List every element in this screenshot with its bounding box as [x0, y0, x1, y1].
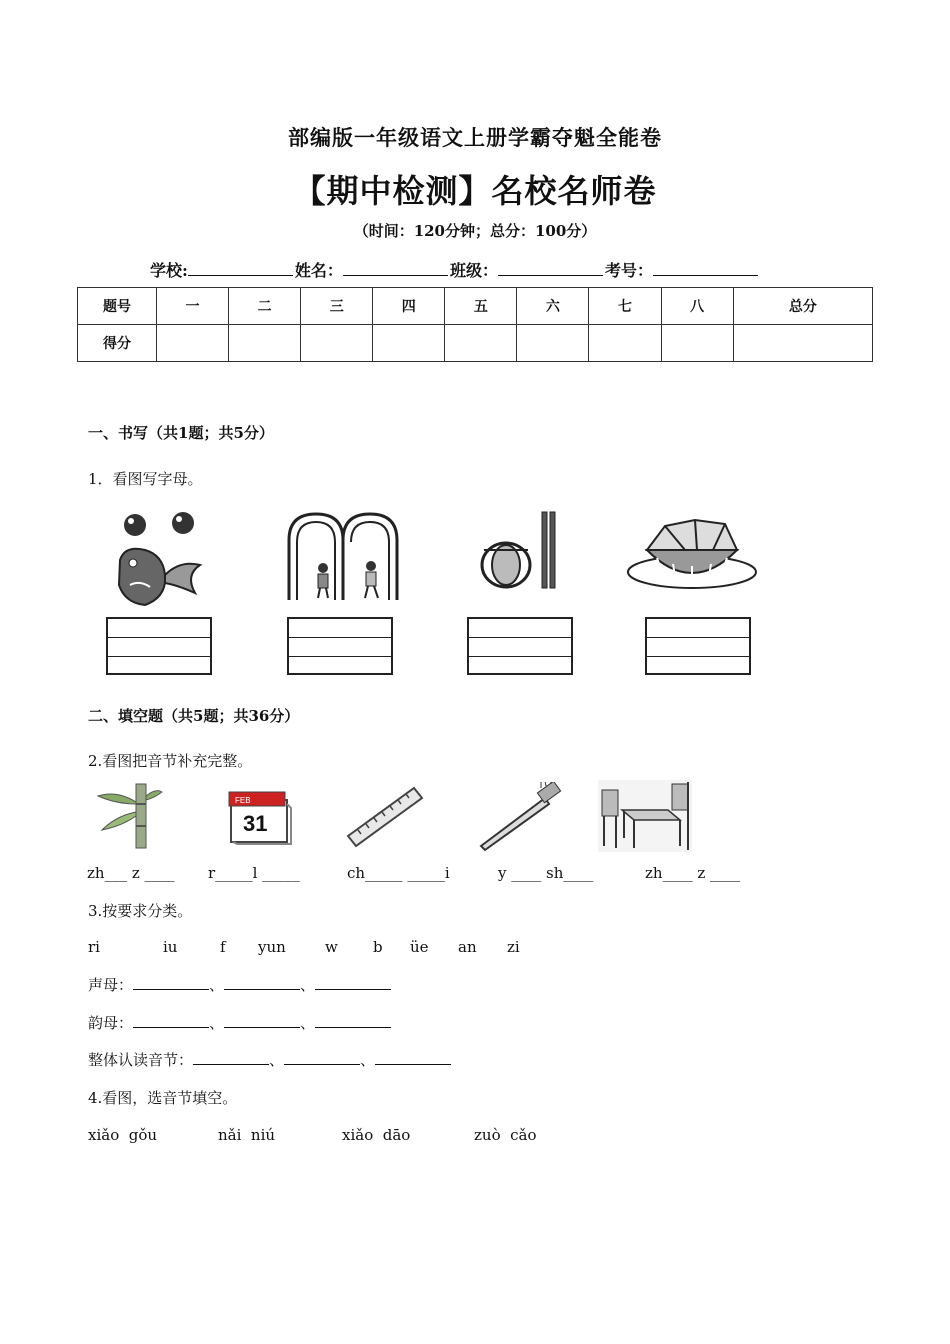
q3-shengmu-line [88, 974, 391, 995]
separator: 、 [269, 1051, 285, 1069]
score-header-cell: 八 [661, 288, 733, 325]
score-row-label: 得分 [78, 325, 157, 362]
score-cell[interactable] [301, 325, 373, 362]
q4-option: xiǎo dāo [342, 1126, 411, 1144]
toothbrush-picture [475, 782, 565, 852]
letter-writing-box[interactable] [287, 617, 393, 675]
time-info: （时间：120分钟；总分：100分） [353, 222, 597, 240]
section-1-title: 一、书写（共1题；共5分） [88, 424, 274, 442]
watermelon-plate-picture [625, 512, 760, 590]
score-cell[interactable] [661, 325, 733, 362]
score-header-cell: 五 [445, 288, 517, 325]
shengmu-label: 声母： [88, 976, 134, 994]
drum-sticks-picture [478, 510, 564, 590]
bubble-icon [172, 512, 194, 534]
score-header-cell: 三 [301, 288, 373, 325]
school-blank[interactable] [188, 259, 293, 276]
q4-option: zuò cǎo [474, 1126, 537, 1144]
score-table [77, 287, 873, 362]
score-cell[interactable] [517, 325, 589, 362]
score-header-cell: 七 [589, 288, 661, 325]
class-blank[interactable] [498, 259, 603, 276]
answer-blank[interactable] [193, 1050, 269, 1065]
score-cell[interactable] [445, 325, 517, 362]
q4-option: xiǎo gǒu [88, 1126, 158, 1144]
letter-writing-box[interactable] [467, 617, 573, 675]
q3-item: b [373, 938, 383, 956]
q4-options-row [0, 1126, 950, 1146]
calendar-picture [225, 786, 295, 848]
score-header-cell: 题号 [78, 288, 157, 325]
q4-option: nǎi niú [218, 1126, 276, 1144]
fish-bubbles-picture [105, 505, 205, 615]
q3-item: ri [88, 938, 100, 956]
answer-blank[interactable] [133, 975, 209, 990]
letter-writing-box[interactable] [106, 617, 212, 675]
ruler-picture [344, 784, 426, 848]
score-header-cell: 一 [157, 288, 229, 325]
question-4: 4.看图，选音节填空。 [88, 1089, 238, 1107]
question-1: 1．看图写字母。 [88, 470, 203, 488]
score-table-header-row [78, 288, 873, 325]
bubble-icon [124, 514, 146, 536]
separator: 、 [209, 976, 225, 994]
score-header-cell: 四 [373, 288, 445, 325]
school-label: 学校: [150, 261, 188, 280]
q3-items-row [0, 938, 950, 958]
answer-blank[interactable] [224, 975, 300, 990]
name-blank[interactable] [343, 259, 448, 276]
name-label: 姓名： [294, 261, 343, 280]
score-cell[interactable] [373, 325, 445, 362]
answer-blank[interactable] [315, 1013, 391, 1028]
answer-blank[interactable] [315, 975, 391, 990]
q3-item: zi [507, 938, 520, 956]
exam-no-blank[interactable] [653, 259, 758, 276]
syllable-fill[interactable]: r_____l _____ [208, 864, 300, 882]
score-cell[interactable] [733, 325, 872, 362]
paper-subtitle: 部编版一年级语文上册学霸夺魁全能卷 [288, 125, 662, 150]
calendar-day-label: 31 [243, 811, 268, 836]
score-cell[interactable] [589, 325, 661, 362]
question-3: 3.按要求分类。 [88, 902, 193, 920]
q2-syllable-row [0, 864, 950, 884]
score-header-cell: 总分 [733, 288, 872, 325]
section-2-title: 二、填空题（共5题；共36分） [88, 707, 300, 725]
exam-no-label: 考号： [604, 261, 653, 280]
syllable-fill[interactable]: y ____ sh____ [498, 864, 594, 882]
score-cell[interactable] [157, 325, 229, 362]
q3-yunmu-line [88, 1012, 391, 1033]
syllable-fill[interactable]: ch_____ _____i [347, 864, 450, 882]
paper-title: 【期中检测】名校名师卷 [293, 172, 657, 210]
calendar-month-label: FEB [235, 796, 251, 805]
answer-blank[interactable] [375, 1050, 451, 1065]
q3-zhengti-line [88, 1049, 451, 1070]
question-2: 2.看图把音节补充完整。 [88, 752, 253, 770]
separator: 、 [300, 976, 316, 994]
q3-item: an [458, 938, 477, 956]
score-header-cell: 六 [517, 288, 589, 325]
answer-blank[interactable] [284, 1050, 360, 1065]
separator: 、 [209, 1014, 225, 1032]
answer-blank[interactable] [133, 1013, 209, 1028]
score-cell[interactable] [229, 325, 301, 362]
score-header-cell: 二 [229, 288, 301, 325]
separator: 、 [360, 1051, 376, 1069]
syllable-fill[interactable]: zh____ z ____ [645, 864, 741, 882]
gate-kids-picture [283, 510, 401, 602]
q3-item: yun [258, 938, 286, 956]
separator: 、 [300, 1014, 316, 1032]
student-info-line [150, 258, 760, 281]
class-label: 班级： [449, 261, 498, 280]
letter-writing-box[interactable] [645, 617, 751, 675]
table-chairs-picture [598, 780, 692, 852]
q3-item: f [220, 938, 226, 956]
yunmu-label: 韵母： [88, 1014, 134, 1032]
zhengti-label: 整体认读音节： [88, 1051, 194, 1069]
q3-item: üe [410, 938, 429, 956]
bamboo-picture [92, 782, 164, 850]
q3-item: iu [163, 938, 178, 956]
score-table-score-row [78, 325, 873, 362]
q3-item: w [325, 938, 338, 956]
syllable-fill[interactable]: zh___ z ____ [87, 864, 175, 882]
answer-blank[interactable] [224, 1013, 300, 1028]
